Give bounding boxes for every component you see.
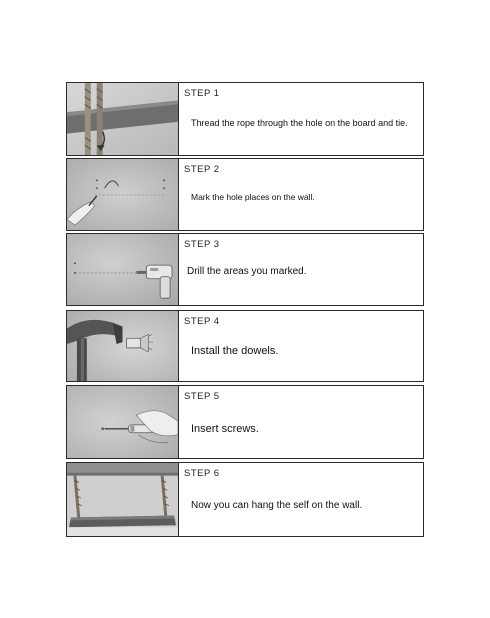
step-5-card — [66, 385, 424, 459]
hanging-shelf-image — [67, 463, 179, 536]
rope-board-image — [67, 83, 179, 155]
step-description: Now you can hang the self on the wall. — [191, 500, 363, 511]
step-title: STEP 3 — [184, 239, 220, 250]
step-title: STEP 1 — [184, 88, 220, 99]
step-3-card — [66, 233, 424, 306]
step-6-card — [66, 462, 424, 537]
step-description: Thread the rope through the hole on the board and tie. — [191, 118, 408, 128]
step-1-card — [66, 82, 424, 156]
wall-marking-image — [67, 159, 179, 230]
step-4-card — [66, 310, 424, 382]
step-title: STEP 6 — [184, 468, 220, 479]
screwdriver-image — [67, 386, 179, 458]
step-title: STEP 5 — [184, 391, 220, 402]
step-description: Mark the hole places on the wall. — [191, 192, 315, 202]
step-title: STEP 2 — [184, 164, 220, 175]
step-description: Drill the areas you marked. — [187, 266, 307, 277]
drill-image — [67, 234, 179, 305]
hammer-dowel-image — [67, 311, 179, 381]
step-2-card — [66, 158, 424, 231]
step-title: STEP 4 — [184, 316, 220, 327]
step-description: Insert screws. — [191, 423, 259, 435]
step-description: Install the dowels. — [191, 345, 279, 357]
